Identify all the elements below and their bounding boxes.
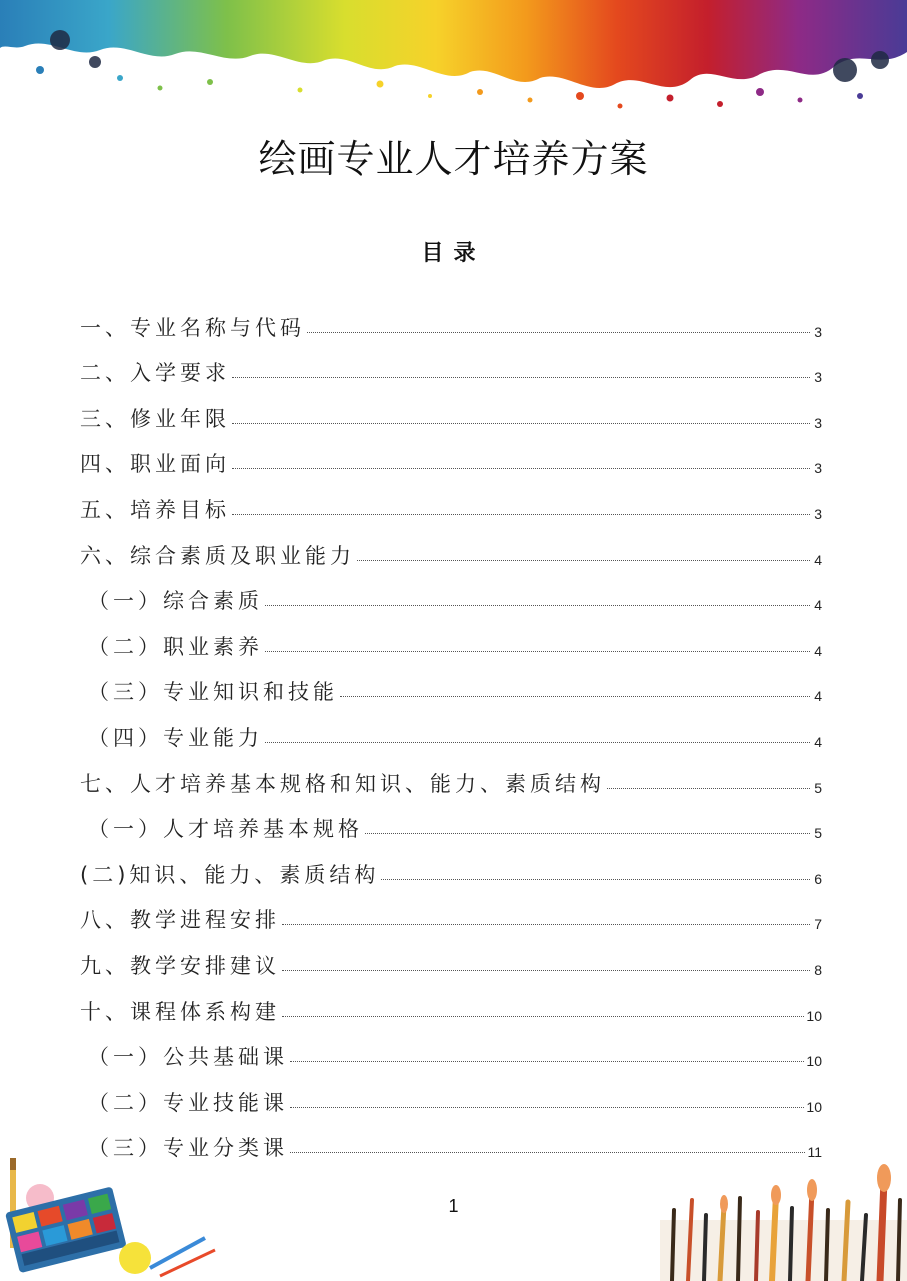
toc-entry-label: 十、课程体系构建 [80,999,280,1024]
toc-entry[interactable] [80,1117,822,1163]
toc-entry[interactable] [80,478,822,524]
toc-leader [290,1151,805,1153]
toc-heading: 目录 [421,240,486,266]
toc-entry-page: 5 [814,825,822,842]
paint-splash-banner [0,0,907,120]
toc-leader [381,878,810,880]
toc-entry[interactable] [80,1071,822,1117]
toc-entry-page: 4 [814,551,822,568]
table-of-contents [80,296,822,1162]
toc-entry-page: 3 [814,414,822,431]
page-number: 1 [448,1196,459,1216]
toc-entry-label: 九、教学安排建议 [80,953,280,978]
toc-entry-page: 10 [806,1098,822,1115]
toc-entry-label: 一、专业名称与代码 [80,315,305,340]
toc-entry-page: 7 [814,916,822,933]
toc-entry-page: 11 [807,1144,822,1161]
document-title: 绘画专业人才培养方案 [258,137,649,181]
toc-entry[interactable] [80,342,822,388]
toc-entry[interactable] [80,433,822,479]
toc-entry[interactable] [80,934,822,980]
toc-leader [340,695,810,697]
toc-entry-label: 六、综合素质及职业能力 [80,543,355,568]
paint-palette-icon [0,1158,220,1281]
toc-leader [232,467,810,469]
toc-entry-label: （二）职业素养 [88,634,263,659]
toc-entry-label: 五、培养目标 [80,497,230,522]
toc-entry-page: 3 [814,460,822,477]
toc-entry[interactable] [80,524,822,570]
toc-leader [290,1106,804,1108]
toc-entry-page: 4 [814,642,822,659]
toc-entry[interactable] [80,889,822,935]
toc-entry[interactable] [80,843,822,889]
toc-entry-page: 6 [814,870,822,887]
toc-leader [265,741,810,743]
toc-entry-label: （一）人才培养基本规格 [88,817,363,842]
toc-entry-page: 3 [814,505,822,522]
toc-entry-label: （三）专业分类课 [88,1136,288,1161]
toc-leader [232,513,810,515]
toc-entry[interactable] [80,706,822,752]
paint-brushes-icon [660,1160,907,1281]
toc-entry-label: 七、人才培养基本规格和知识、能力、素质结构 [80,771,605,796]
toc-entry-page: 10 [806,1007,822,1024]
toc-leader [307,331,810,333]
toc-entry-page: 5 [814,779,822,796]
toc-leader [282,969,810,971]
toc-leader [282,1015,804,1017]
toc-leader [357,559,810,561]
toc-entry[interactable] [80,798,822,844]
toc-entry-page: 3 [814,323,822,340]
toc-leader [265,650,810,652]
toc-entry-page: 3 [814,369,822,386]
toc-entry-label: （二）专业技能课 [88,1090,288,1115]
toc-entry-page: 8 [814,961,822,978]
toc-entry[interactable] [80,752,822,798]
toc-entry-label: （三）专业知识和技能 [88,680,338,705]
toc-entry-label: (二)知识、能力、素质结构 [80,862,380,887]
toc-leader [265,604,810,606]
toc-leader [365,832,810,834]
toc-entry-label: 三、修业年限 [80,406,230,431]
toc-entry[interactable] [80,980,822,1026]
toc-entry-page: 4 [814,597,822,614]
toc-entry[interactable] [80,615,822,661]
toc-leader [232,422,810,424]
toc-entry[interactable] [80,296,822,342]
toc-leader [290,1060,804,1062]
toc-entry[interactable] [80,570,822,616]
toc-entry-label: （一）公共基础课 [88,1045,288,1070]
toc-entry-label: 八、教学进程安排 [80,908,280,933]
toc-entry-page: 10 [806,1053,822,1070]
toc-leader [282,923,810,925]
toc-entry-page: 4 [814,688,822,705]
toc-entry[interactable] [80,387,822,433]
toc-entry-label: （一）综合素质 [88,589,263,614]
toc-entry-page: 4 [814,733,822,750]
toc-entry[interactable] [80,1026,822,1072]
toc-entry-label: （四）专业能力 [88,725,263,750]
toc-leader [232,376,810,378]
toc-entry-label: 四、职业面向 [80,452,230,477]
toc-leader [607,787,810,789]
toc-entry-label: 二、入学要求 [80,361,230,386]
toc-entry[interactable] [80,661,822,707]
